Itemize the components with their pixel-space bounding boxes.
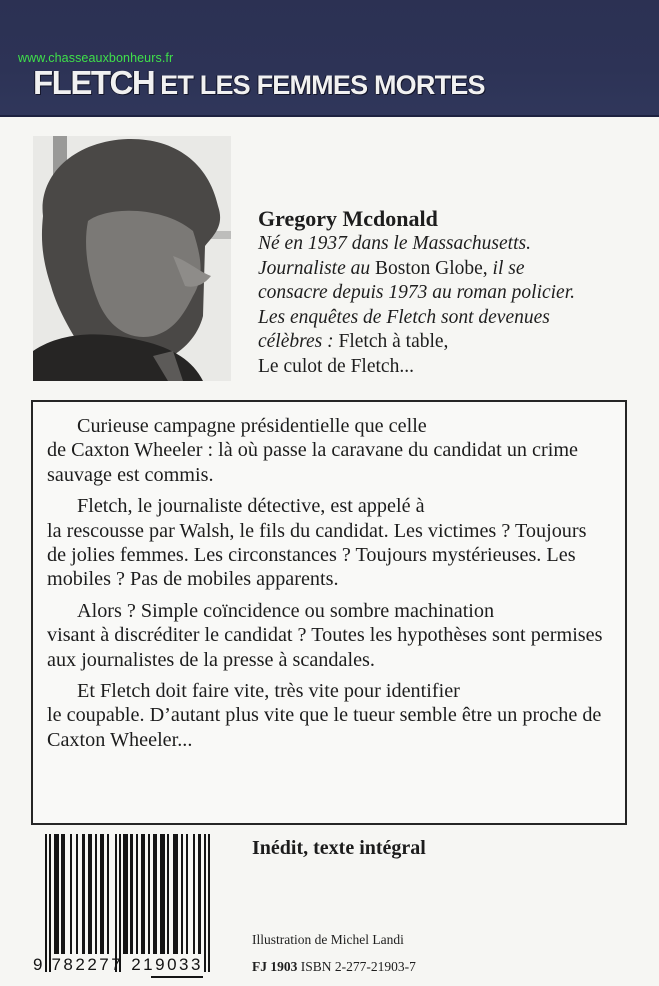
collection-code: FJ 1903 xyxy=(252,959,298,974)
synopsis-box xyxy=(31,400,627,825)
bio-line-3: consacre depuis 1973 au roman policier. xyxy=(258,282,576,303)
bio-line-1: Né en 1937 dans le Massachusetts. xyxy=(258,233,531,254)
author-portrait-image xyxy=(33,136,231,381)
book-title-main: FLETCH xyxy=(33,64,155,101)
book-title-rest: ET LES FEMMES MORTES xyxy=(160,70,485,100)
synopsis-paragraph: Curieuse campagne présidentielle que celle de Caxton Wheeler : là où passe la caravane du candidat un crime sauvage est commis. xyxy=(47,415,579,486)
watermark-url: www.chasseauxbonheurs.fr xyxy=(18,51,174,65)
bio-book-title-1: Fletch à table, xyxy=(338,331,449,352)
synopsis-paragraph: Fletch, le journaliste détective, est appelé à la rescousse par Walsh, le fils du candidat. Les victimes ? Toujours de jolies femmes. Les circonstances ? Toujours mystérieuses. Les mobiles ? Pas de mobiles apparents. xyxy=(47,495,587,591)
illustration-credit: Illustration de Michel Landi xyxy=(252,932,404,947)
bio-line-2-end: il se xyxy=(492,257,525,279)
bio-line-5-italic: célèbres : xyxy=(258,331,334,352)
bio-newspaper: Boston Globe, xyxy=(375,257,488,279)
portrait-icon xyxy=(33,136,231,381)
book-title xyxy=(33,66,485,99)
barcode-digits: 9 782277 219033 xyxy=(33,955,203,974)
author-info xyxy=(258,206,658,379)
isbn-line xyxy=(252,959,416,975)
barcode xyxy=(33,834,233,982)
bio-line-2-italic: Journaliste au xyxy=(258,257,371,279)
synopsis-paragraph: Alors ? Simple coïncidence ou sombre machination visant à discréditer le candidat ? Toutes les hypothèses sont permises aux journalistes de la presse à scandales. xyxy=(47,599,603,671)
edition-tagline: Inédit, texte intégral xyxy=(252,837,426,859)
isbn-number: ISBN 2-277-21903-7 xyxy=(300,959,416,974)
cover-header-band xyxy=(0,0,659,117)
bio-line-4: Les enquêtes de Fletch sont devenues xyxy=(258,306,550,328)
author-name: Gregory Mcdonald xyxy=(258,206,438,231)
synopsis-paragraph: Et Fletch doit faire vite, très vite pour identifier le coupable. D’autant plus vite que le tueur semble être un proche de Caxton Wheeler... xyxy=(47,680,602,751)
bio-book-title-2: Le culot de Fletch... xyxy=(258,355,414,377)
author-bio xyxy=(258,232,658,379)
